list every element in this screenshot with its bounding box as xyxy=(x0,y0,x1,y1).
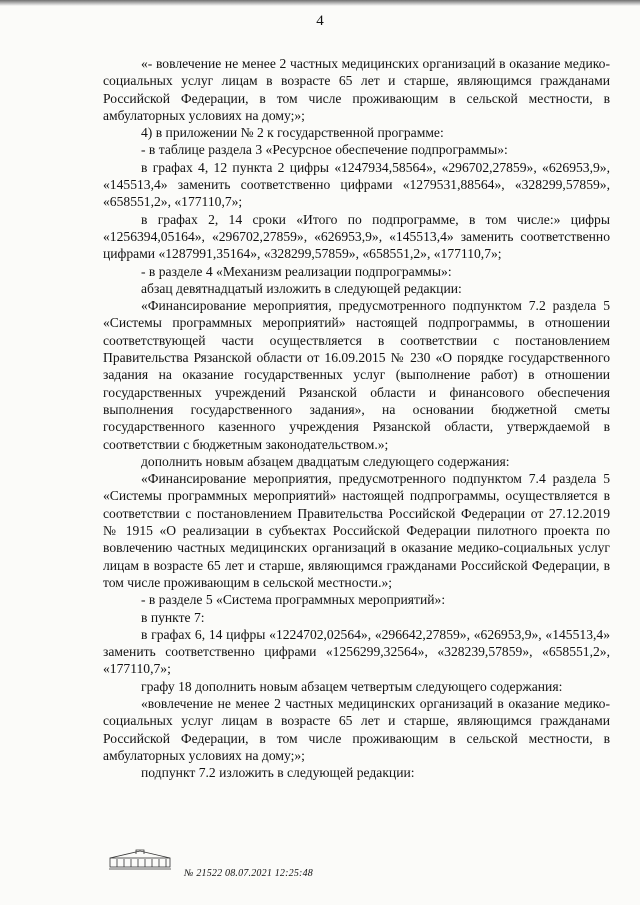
paragraph: абзац девятнадцатый изложить в следующей редакции: xyxy=(141,280,462,296)
paragraph: в графах 4, 12 пункта 2 цифры «1247934,58564», «296702,27859», «626953,9», «145513,4» заменить соответственно цифрами «1279531,88564», «328299,57859», «658551,2», «177110,7»; xyxy=(103,159,610,210)
document-body xyxy=(103,55,610,781)
paragraph: - в таблице раздела 3 «Ресурсное обеспечение подпрограммы»: xyxy=(141,142,508,158)
paragraph: - в разделе 4 «Механизм реализации подпрограммы»: xyxy=(141,263,452,279)
paragraph: в пункте 7: xyxy=(141,609,205,625)
paragraph: «вовлечение не менее 2 частных медицинских организаций в оказание медико-социальных услуг лицам в возрасте 65 лет и старше, являющимся гражданами Российской Федерации, в том числе проживающим в сельской местности, в амбулаторных условиях на дому;»; xyxy=(103,695,610,763)
paragraph: «Финансирование мероприятия, предусмотренного подпунктом 7.2 раздела 5 «Системы программных мероприятий» настоящей подпрограммы, в отношении соответствующей части осуществляется в соответствии с постановлением Правительства Рязанской области от 16.09.2015 № 230 «О порядке государственного задания на оказание государственных услуг (выполнение работ) в отношении государственных учреждений Рязанской области и финансового обеспечения выполнения государственного задания», на основании бюджетной сметы государственного казенного учреждения Рязанской области, утверждаемой в соответствии с бюджетным законодательством.»; xyxy=(103,298,610,452)
paragraph: «- вовлечение не менее 2 частных медицинских организаций в оказание медико-социальных услуг лицам в возрасте 65 лет и старше, являющимся гражданами Российской Федерации, в том числе проживающим в сельской местности, в амбулаторных условиях на дому;»; xyxy=(103,56,610,123)
scan-edge xyxy=(0,0,640,6)
paragraph: графу 18 дополнить новым абзацем четвертым следующего содержания: xyxy=(141,678,563,694)
building-stamp-icon xyxy=(108,848,172,870)
paragraph: подпункт 7.2 изложить в следующей редакции: xyxy=(141,765,415,781)
paragraph: в графах 2, 14 сроки «Итого по подпрограмме, в том числе:» цифры «1256394,05164», «296702,27859», «626953,9», «145513,4» заменить соответственно цифрами «1287991,35164», «328299,57859», «658551,2», «177110,7»; xyxy=(103,211,610,262)
paragraph: - в разделе 5 «Система программных мероприятий»: xyxy=(141,592,446,608)
page-number: 4 xyxy=(316,13,324,29)
paragraph: 4) в приложении № 2 к государственной программе: xyxy=(141,125,444,141)
document-registration-code: № 21522 08.07.2021 12:25:48 xyxy=(184,868,313,879)
paragraph: в графах 6, 14 цифры «1224702,02564», «296642,27859», «626953,9», «145513,4» заменить соответственно цифрами «1256299,32564», «328239,57859», «658551,2», «177110,7»; xyxy=(103,626,610,677)
paragraph: дополнить новым абзацем двадцатым следующего содержания: xyxy=(141,453,510,469)
paragraph: «Финансирование мероприятия, предусмотренного подпунктом 7.4 раздела 5 «Системы программных мероприятий» настоящей подпрограммы, осуществляется в соответствии с постановлением Правительства Российской Федерации от 27.12.2019 № 1915 «О реализации в субъектах Российской Федерации пилотного проекта по вовлечению частных медицинских организаций в оказание медико-социальных услуг лицам в возрасте 65 лет и старше, являющимся гражданами Российской Федерации, в том числе проживающим в сельской местности.»; xyxy=(103,471,610,590)
